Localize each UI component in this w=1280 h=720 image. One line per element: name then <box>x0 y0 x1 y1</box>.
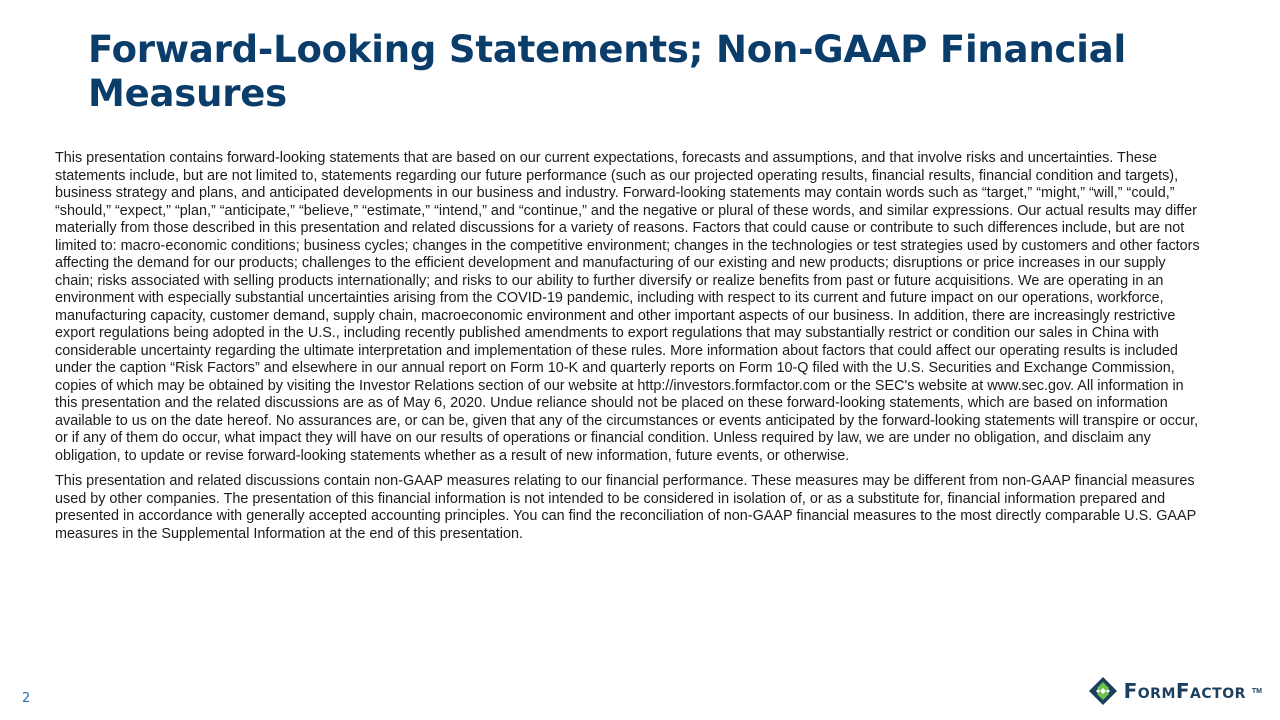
logo-wordmark: FormFactor <box>1123 679 1246 703</box>
logo-trademark: TM <box>1251 687 1262 695</box>
formfactor-logo <box>1088 676 1262 706</box>
slide-title: Forward-Looking Statements; Non-GAAP Financial Measures <box>88 28 1126 115</box>
page-number: 2 <box>22 691 31 706</box>
formfactor-logo-icon <box>1088 676 1118 706</box>
forward-looking-paragraph: This presentation contains forward-looking statements that are based on our current expectations, forecasts and assumptions, and that involve risks and uncertainties. These statements include, but are not limited to, statements regarding our future performance (such as our projected operating results, financial results, financial condition and targets), business strategy and plans, and anticipated developments in our business and industry. Forward-looking statements may contain words such as “target,” “might,” “will,” “could,” “should,” “expect,” “plan,” “anticipate,” “believe,” “estimate,” “intend,” and “continue,” and the negative or plural of these words, and similar expressions. Our actual results may differ materially from those described in this presentation and related discussions for a variety of reasons. Factors that could cause or contribute to such differences include, but are not limited to: macro-economic conditions; business cycles; changes in the competitive environment; changes in the technologies or test strategies used by customers and other factors affecting the demand for our products; challenges to the efficient development and manufacturing of our existing and new products; disruptions or price increases in our supply chain; risks associated with selling products internationally; and risks to our ability to further diversify or realize benefits from past or future acquisitions. We are operating in an environment with especially substantial uncertainties arising from the COVID-19 pandemic, including with respect to its current and future impact on our operations, workforce, manufacturing capacity, customer demand, supply chain, macroeconomic environment and other important aspects of our business. In addition, there are increasingly restrictive export regulations being adopted in the U.S., including recently published amendments to export regulations that may substantially restrict or condition our sales in China with considerable uncertainty regarding the ultimate interpretation and implementation of these rules. More information about factors that could affect our operating results is included under the caption “Risk Factors” and elsewhere in our annual report on Form 10-K and quarterly reports on Form 10-Q filed with the U.S. Securities and Exchange Commission, copies of which may be obtained by visiting the Investor Relations section of our website at http://investors.formfactor.com or the SEC's website at www.sec.gov. All information in this presentation and the related discussions are as of May 6, 2020. Undue reliance should not be placed on these forward-looking statements, which are based on information available to us on the date hereof. No assurances are, or can be, given that any of the circumstances or events anticipated by the forward-looking statements will transpire or occur, or if any of them do occur, what impact they will have on our results of operations or financial condition. Unless required by law, we are under no obligation, and disclaim any obligation, to update or revise forward-looking statements whether as a result of new information, future events, or otherwise. <box>55 150 1200 464</box>
body-text <box>55 150 1205 551</box>
non-gaap-paragraph: This presentation and related discussions contain non-GAAP measures relating to our financial performance. These measures may be different from non-GAAP financial measures used by other companies. The presentation of this financial information is not intended to be considered in isolation of, or as a substitute for, financial information prepared and presented in accordance with generally accepted accounting principles. You can find the reconciliation of non-GAAP financial measures to the most directly comparable U.S. GAAP measures in the Supplemental Information at the end of this presentation. <box>55 473 1196 542</box>
